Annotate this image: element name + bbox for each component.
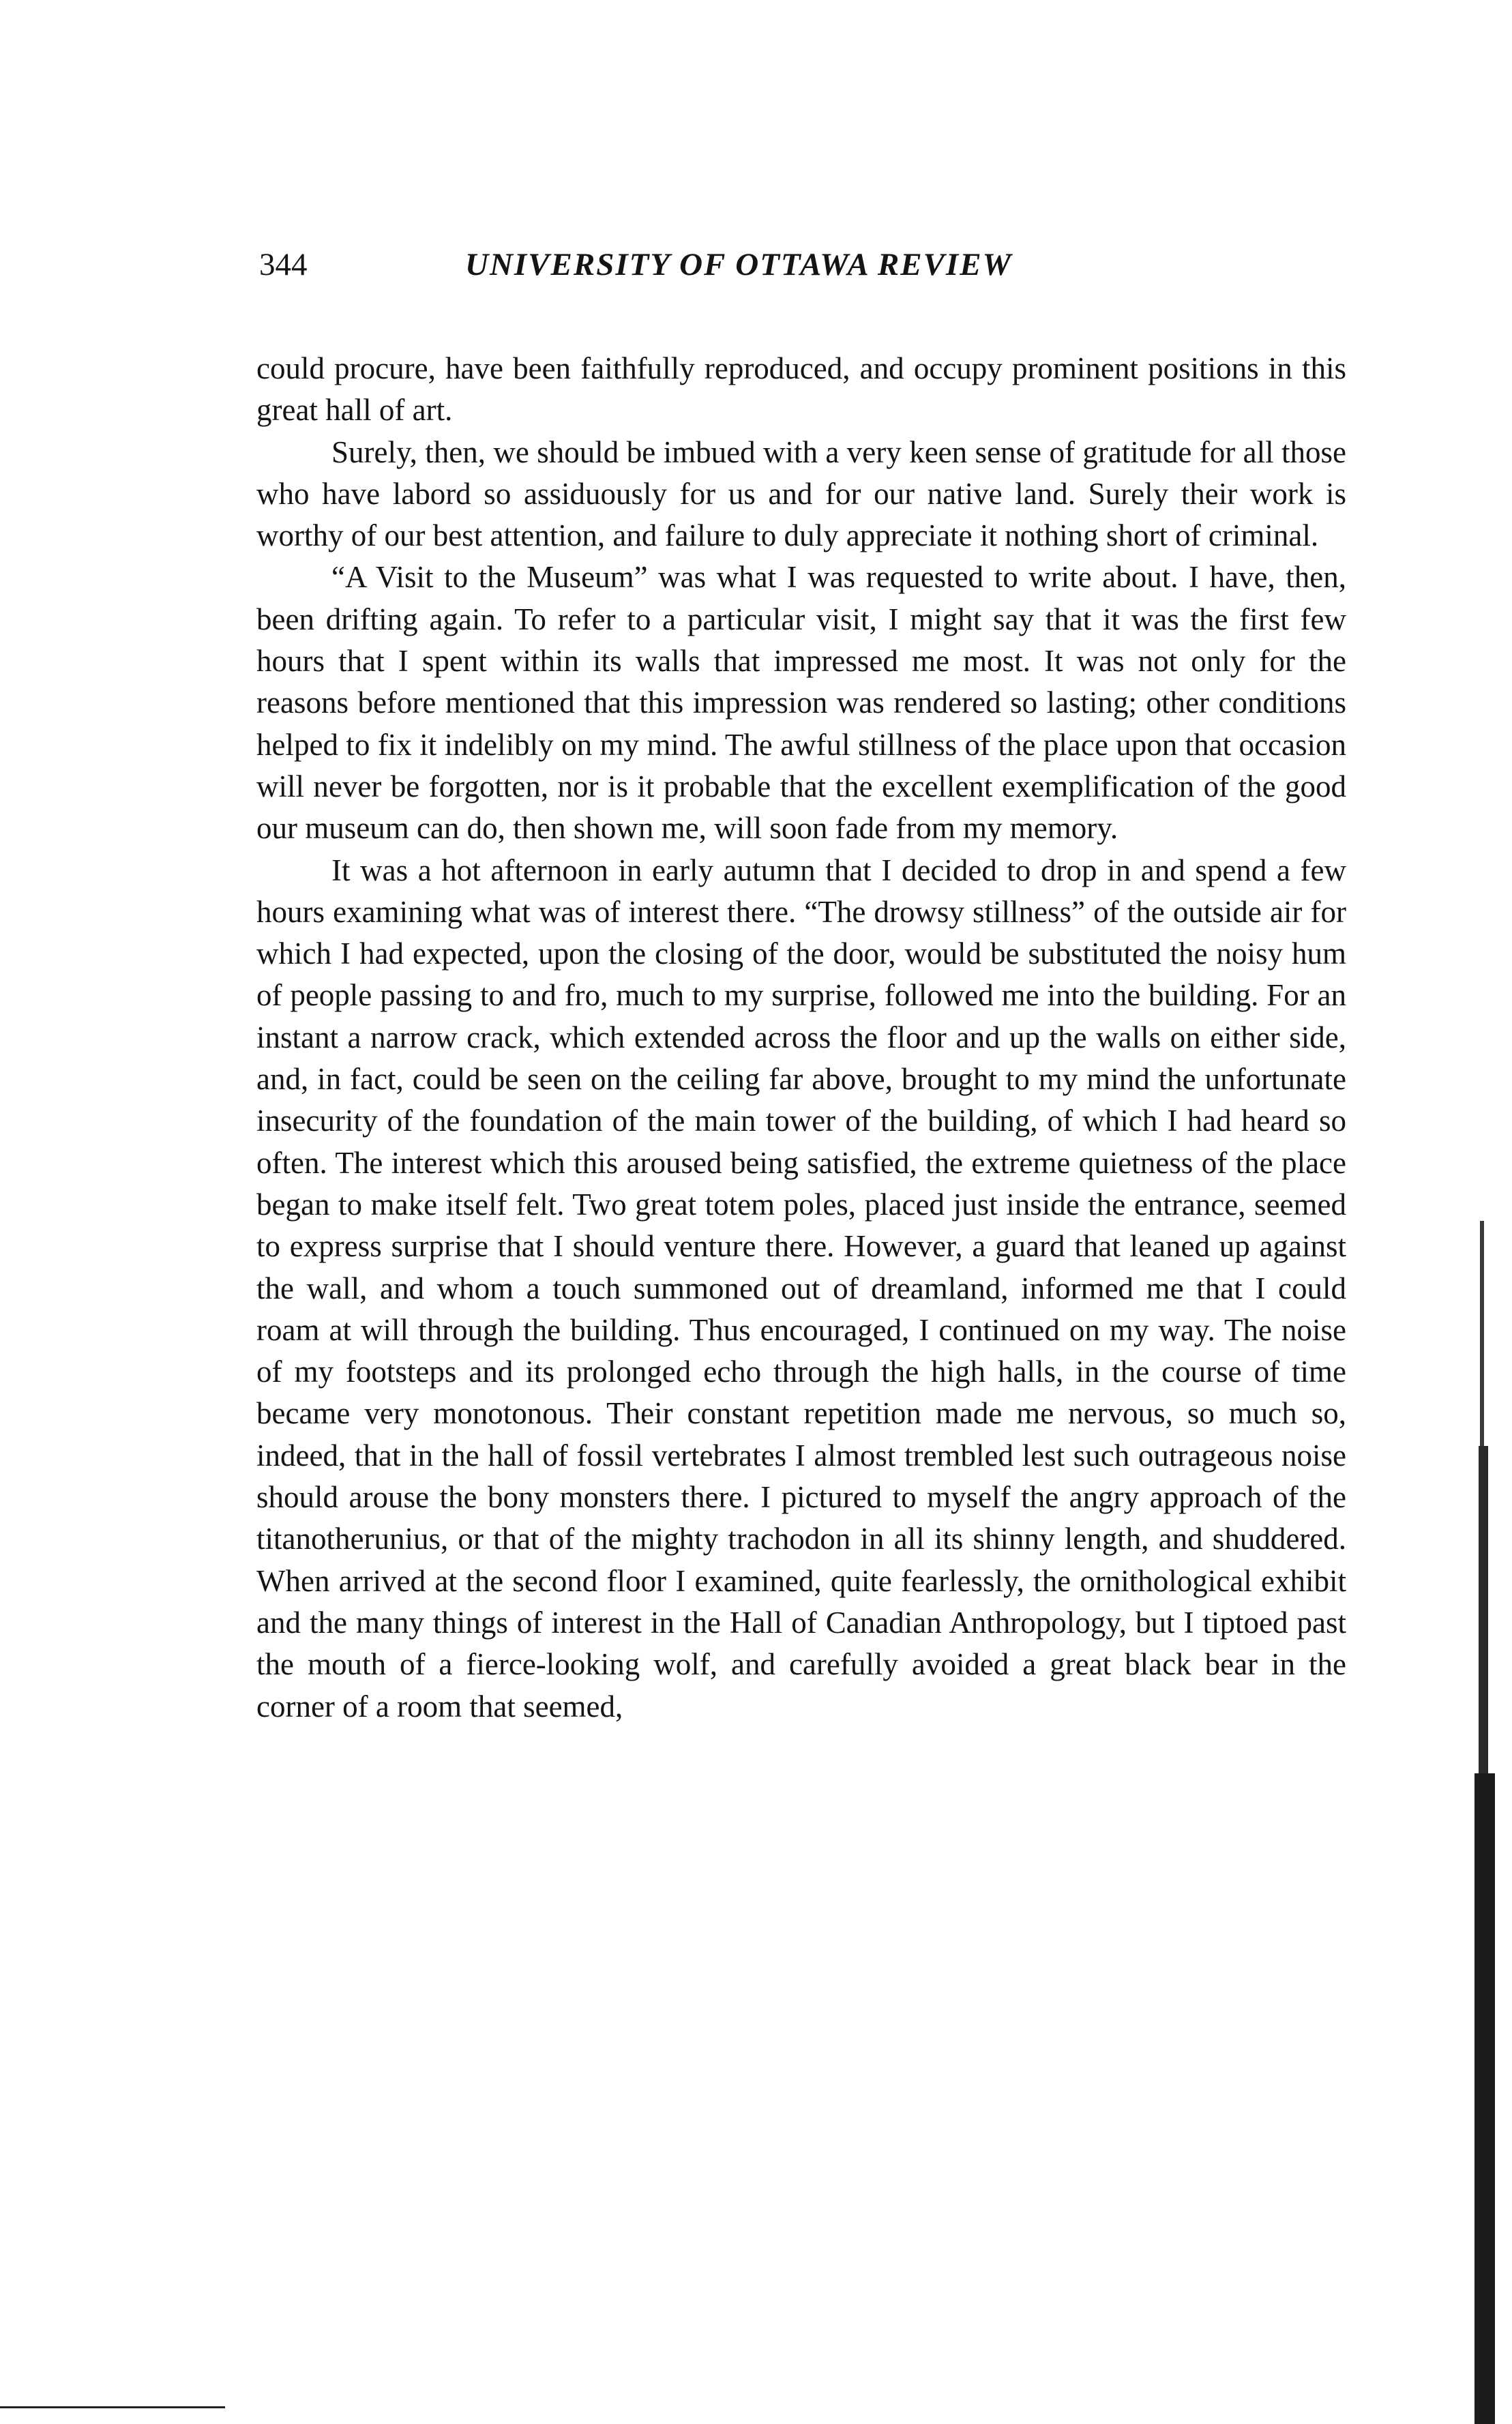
running-head — [259, 244, 1350, 285]
scan-edge-shadow-bottom — [1474, 1773, 1495, 2424]
scan-edge-shadow-top — [1480, 1221, 1484, 1446]
bottom-rule — [0, 2406, 225, 2408]
paragraph-continuation: could procure, have been faithfully reproduced, and occupy prominent positions in this great hall of art. — [256, 351, 1346, 428]
paragraph-visit: “A Visit to the Museum” was what I was requested to write about. I have, then, been drifting again. To refer to a particular visit, I might say that it was the first few hours that I spent within its walls that impressed me most. It was not only for the reasons before mentioned that this impression was rendered so lasting; other conditions helped to fix it indelibly on my mind. The awful stillness of the place upon that occasion will never be forgotten, nor is it probable that the excellent exemplification of the good our museum can do, then shown me, will soon fade from my memory. — [256, 560, 1346, 846]
paragraph-afternoon: It was a hot afternoon in early autumn that I decided to drop in and spend a few hours examining what was of interest there. “The drowsy stillness” of the outside air for which I had expected, upon the closing of the door, would be substituted the noisy hum of people passing to and fro, much to my surprise, followed me into the building. For an instant a narrow crack, which extended across the floor and up the walls on either side, and, in fact, could be seen on the ceiling far above, brought to my mind the unfortunate insecurity of the foundation of the main tower of the building, of which I had heard so often. The interest which this aroused being satisfied, the extreme quietness of the place began to make itself felt. Two great totem poles, placed just inside the entrance, seemed to express surprise that I should venture there. However, a guard that leaned up against the wall, and whom a touch summoned out of dreamland, informed me that I could roam at will through the building. Thus encouraged, I continued on my way. The noise of my footsteps and its prolonged echo through the high halls, in the course of time became very monotonous. Their constant repetition made me nervous, so much so, indeed, that in the hall of fossil vertebrates I almost trembled lest such outrageous noise should arouse the bony monsters there. I pictured to myself the angry approach of the titanotherunius, or that of the mighty trachodon in all its shinny length, and shuddered. When arrived at the second floor I examined, quite fearlessly, the ornithological exhibit and the many things of interest in the Hall of Canadian Anthropology, but I tiptoed past the mouth of a fierce-looking wolf, and carefully avoided a great black bear in the corner of a room that seemed, — [256, 853, 1346, 1724]
paragraph-gratitude: Surely, then, we should be imbued with a very keen sense of gratitude for all those who have labord so assiduously for us and for our native land. Surely their work is worthy of our best attention, and failure to duly appreciate it nothing short of criminal. — [256, 434, 1346, 553]
page-number: 344 — [259, 247, 308, 282]
scan-edge-shadow-middle — [1479, 1446, 1488, 1773]
body-text — [256, 348, 1346, 1728]
journal-title: UNIVERSITY OF OTTAWA REVIEW — [465, 247, 1013, 282]
